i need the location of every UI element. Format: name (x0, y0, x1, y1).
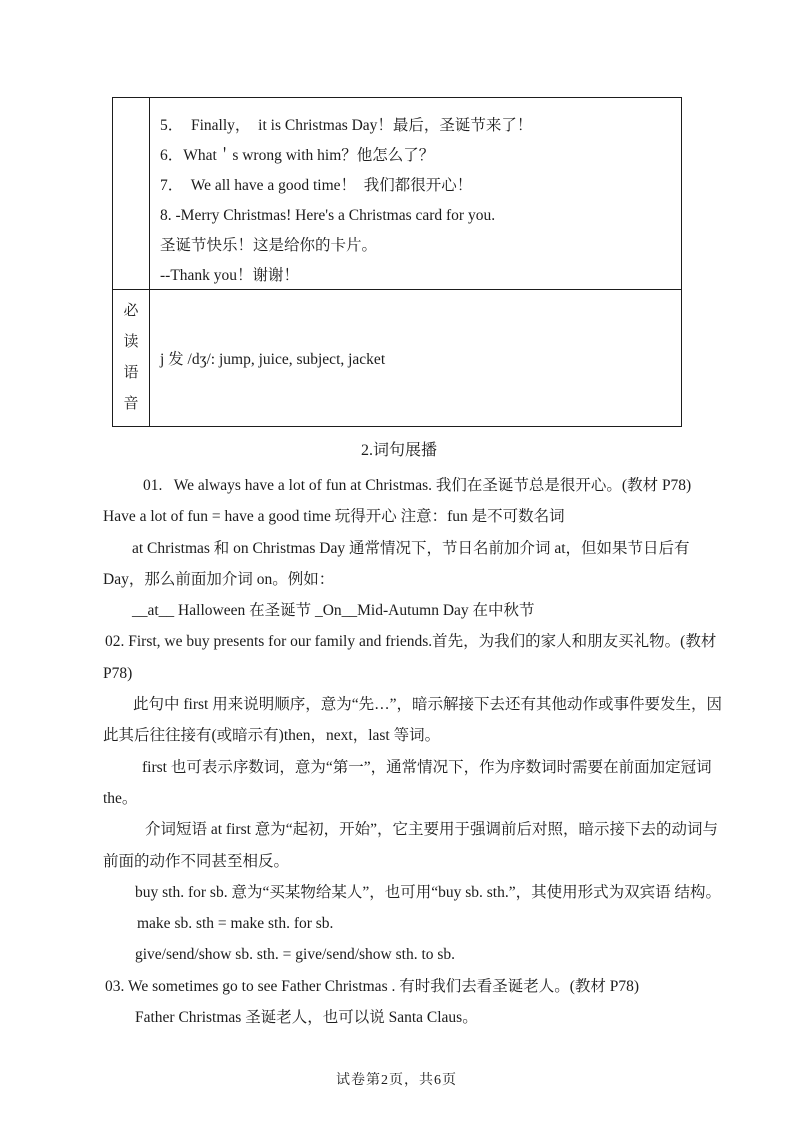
body-line: first 也可表示序数词，意为“第一”，通常情况下，作为序数词时需要在前面加定冠词 (142, 758, 712, 776)
body-line: give/send/show sb. sth. = give/send/show sth. to sb. (135, 946, 456, 964)
phrase-line: --Thank you！谢谢！ (160, 267, 300, 284)
body-line: 介词短语 at first 意为“起初，开始”，它主要用于强调前后对照，暗示接下去的动词与 (145, 821, 719, 839)
body-line: make sb. sth = make sth. for sb. (137, 915, 334, 933)
body-line: 此句中 first 用来说明顺序，意为“先…”，暗示解接下去还有其他动作或事件要发生，因 (133, 696, 722, 714)
pronunciation-label-char: 必 (123, 303, 139, 319)
phrase-line: 5． Finally， it is Christmas Day！最后，圣诞节来了！ (160, 117, 533, 134)
body-line: __at__ Halloween 在圣诞节 _On__Mid-Autumn Day 在中秋节 (132, 602, 535, 620)
pronunciation-label-char: 音 (123, 396, 139, 412)
body-line: Father Christmas 圣诞老人，也可以说 Santa Claus。 (135, 1009, 478, 1027)
pronunciation-label-char: 读 (123, 334, 139, 350)
body-line: P78) (103, 664, 133, 682)
table-row-phrases (113, 98, 681, 290)
body-line: buy sth. for sb. 意为“买某物给某人”，也可用“buy sb. sth.”，其使用形式为双宾语 结构。 (135, 883, 721, 901)
phrase-line: 6．What＇s wrong with him？他怎么了？ (160, 147, 435, 164)
phrase-line: 圣诞节快乐！这是给你的卡片。 (160, 237, 378, 254)
notes-section (103, 438, 722, 1033)
phrase-line: 8. -Merry Christmas! Here's a Christmas card for you. (160, 207, 496, 224)
pronunciation-content (150, 290, 681, 426)
body-line: at Christmas 和 on Christmas Day 通常情况下，节日名前加介词 at，但如果节日后有 (132, 539, 690, 557)
table-row-pronunciation (113, 290, 681, 426)
page-footer: 试卷第2页，共6页 (336, 1073, 457, 1088)
body-line: Have a lot of fun = have a good time 玩得开心 注意：fun 是不可数名词 (103, 508, 565, 526)
pronunciation-label-char: 语 (123, 365, 139, 381)
pronunciation-label (113, 290, 150, 426)
phrase-table (112, 97, 682, 427)
phrase-line: 7． We all have a good time！ 我们都很开心！ (160, 177, 473, 194)
body-line: 03. We sometimes go to see Father Christmas . 有时我们去看圣诞老人。(教材 P78) (105, 977, 640, 995)
body-line: 前面的动作不同甚至相反。 (103, 852, 290, 870)
pronunciation-text: j 发 /dʒ/: jump, juice, subject, jacket (160, 351, 386, 368)
phrase-row-content (150, 98, 681, 289)
body-line: Day，那么前面加介词 on。例如： (103, 570, 335, 588)
body-line: 02. First, we buy presents for our family and friends.首先，为我们的家人和朋友买礼物。(教材 (105, 633, 717, 651)
body-line: 此其后往往接有(或暗示有)then，next，last 等词。 (103, 727, 441, 745)
section-title: 2.词句展播 (360, 442, 437, 459)
body-line: 01. We always have a lot of fun at Christmas. 我们在圣诞节总是很开心。(教材 P78) (143, 477, 692, 494)
phrase-row-label-empty (113, 98, 150, 289)
body-line: the。 (103, 789, 138, 807)
